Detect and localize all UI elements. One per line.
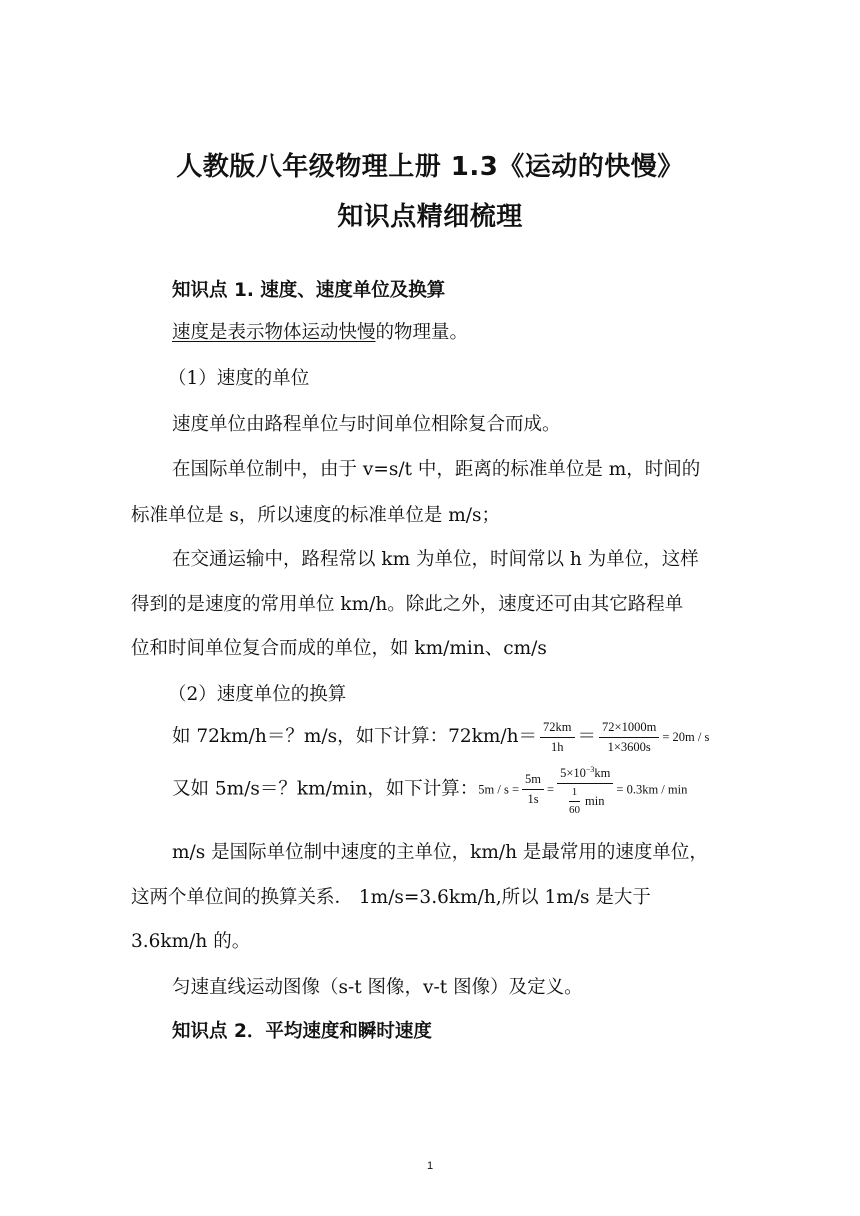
paragraph-traffic-line3: 位和时间单位复合而成的单位，如 km/min、cm/s	[131, 638, 547, 659]
fraction-72km-over-1h: $\frac{72km}{1h}$	[540, 720, 574, 755]
example-1: 如 72km/h＝？m/s，如下计算：72km/h＝ $\frac{72km}{1h}$ ＝ $\frac{72\times 1000m}{1\times 3600s}$ = 20m / s	[172, 719, 710, 754]
subheading-conversion: （2）速度单位的换算	[168, 684, 347, 705]
example-1-result: = 20m / s	[662, 730, 710, 744]
fraction-conversion: $\frac{72\times 1000m}{1\times 3600s}$	[599, 720, 659, 755]
paragraph-main-unit-line1: m/s 是国际单位制中速度的主单位，km/h 是最常用的速度单位，	[172, 842, 708, 863]
example-2: 又如 5m/s＝？km/min，如下计算：5m / s = $\frac{5m}{1s}$ = $5\times 10^{-3}km$ $\frac{1}{60}$ min = 0.3km / min	[172, 762, 687, 817]
paragraph-units: 速度单位由路程单位与时间单位相除复合而成。	[172, 414, 561, 435]
paragraph-si-line2: 标准单位是 s，所以速度的标准单位是 m/s；	[131, 505, 501, 526]
document-subtitle: 知识点精细梳理	[337, 202, 523, 232]
definition-paragraph	[172, 321, 468, 345]
example-2-result: = 0.3km / min	[616, 782, 688, 797]
paragraph-main-unit-line3: 3.6km/h 的。	[131, 931, 251, 952]
section-2-heading: 知识点 2．平均速度和瞬时速度	[172, 1021, 432, 1042]
example-2-text: 又如 5m/s＝？km/min，如下计算：	[172, 778, 479, 800]
fraction-5m-over-1s: $\frac{5m}{1s}$	[522, 772, 544, 807]
paragraph-main-unit-line2: 这两个单位间的换算关系． 1m/s=3.6km/h,所以 1m/s 是大于	[131, 887, 651, 908]
fraction-km-over-min: $5\times 10^{-3}km$ $\frac{1}{60}$ min	[557, 762, 613, 817]
paragraph-traffic-line2: 得到的是速度的常用单位 km/h。除此之外，速度还可由其它路程单	[131, 594, 684, 615]
document-title: 人教版八年级物理上册 1.3《运动的快慢》	[176, 152, 684, 182]
underlined-definition: 速度是表示物体运动快慢	[172, 322, 376, 343]
definition-rest: 的物理量。	[375, 322, 469, 343]
subheading-units: （1）速度的单位	[168, 368, 310, 389]
paragraph-si-line1: 在国际单位制中，由于 v=s/t 中，距离的标准单位是 m，时间的	[172, 459, 701, 480]
paragraph-graph: 匀速直线运动图像（s-t 图像，v-t 图像）及定义。	[172, 977, 583, 998]
section-1-heading: 知识点 1. 速度、速度单位及换算	[172, 280, 446, 301]
paragraph-traffic-line1: 在交通运输中，路程常以 km 为单位，时间常以 h 为单位，这样	[172, 549, 699, 570]
page-number: 1	[426, 1160, 434, 1172]
example-1-text: 如 72km/h＝？m/s，如下计算：72km/h＝	[172, 726, 538, 747]
